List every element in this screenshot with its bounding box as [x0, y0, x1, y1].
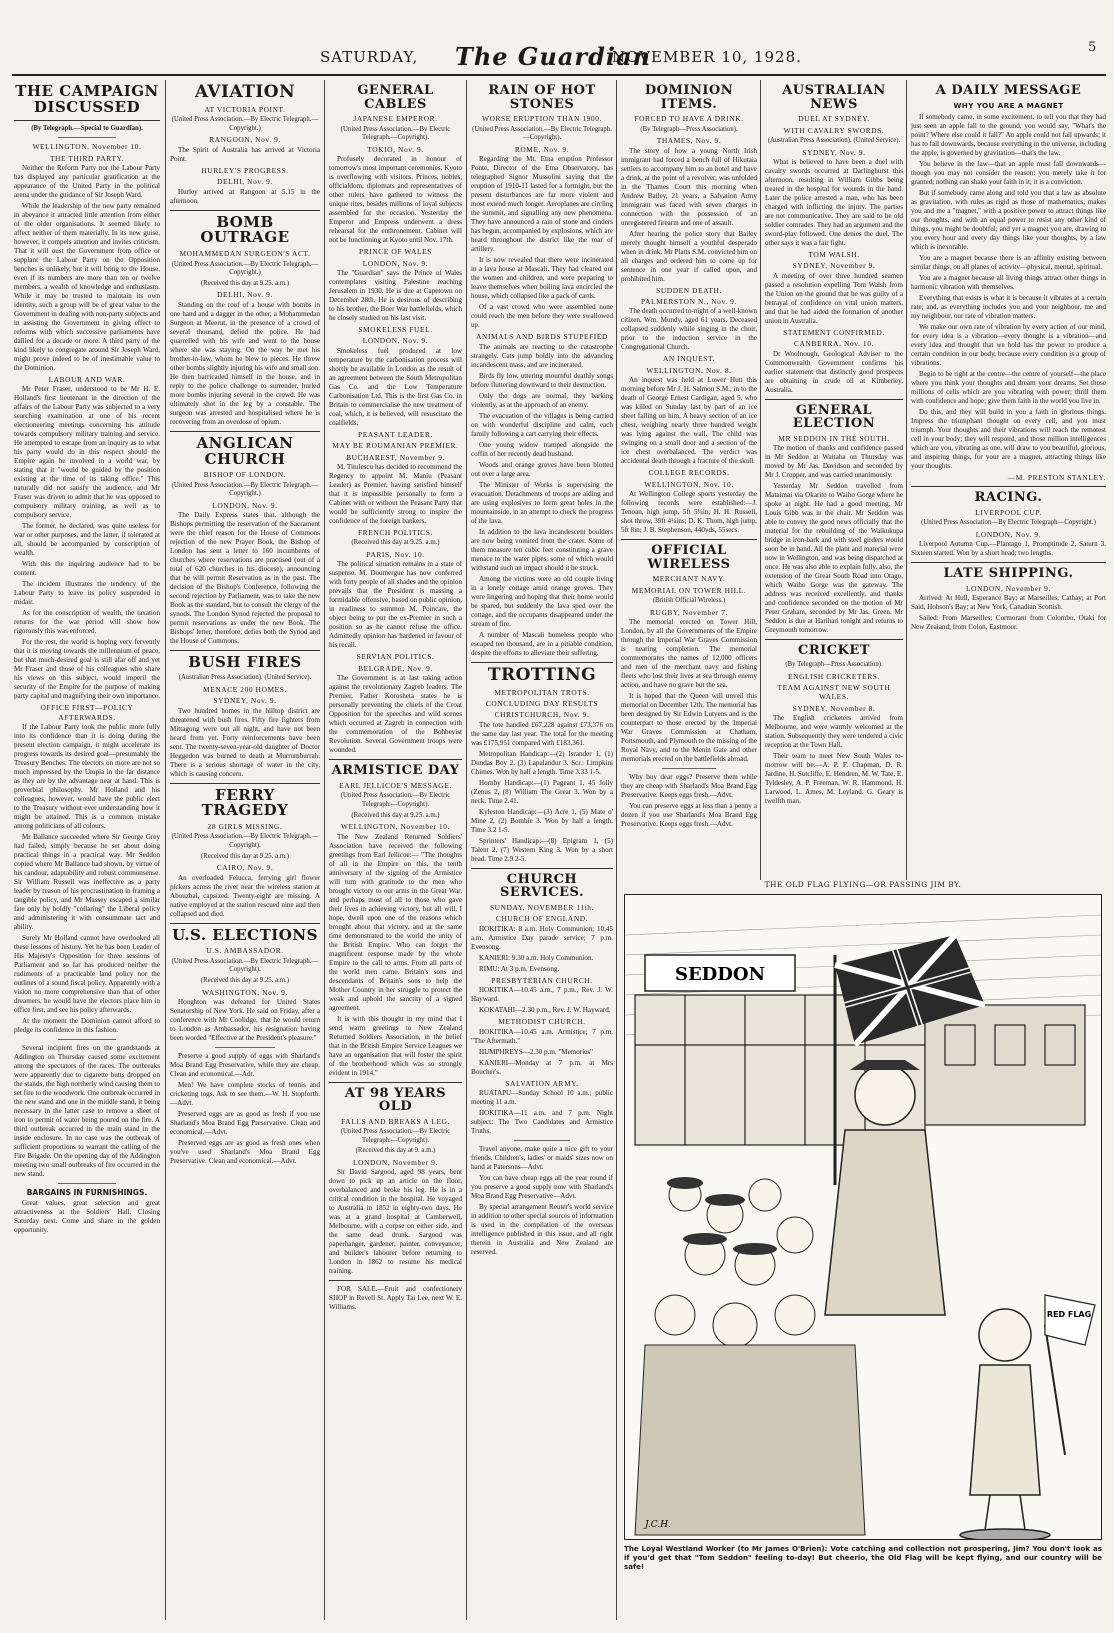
paragraph: Dr Woolnough, Geological Adviser to the Commonwealth Government confirms his earlier statement that distinctly good prospects are obtaining in crude oil at Kimberley, Australia.	[765, 349, 903, 394]
subheading: MERCHANT NAVY.	[652, 574, 726, 584]
paragraph: The incident illustrates the tendency of the Labour Party to leave its policy suspended in midair.	[14, 580, 160, 607]
paragraph: Profusely decorated in honour of tomorrow's most important ceremonies, Kyoto is overflowing with visitors. Princes, nobles, officialdom, diplomats and representatives of other rulers have gathered to witness the unique rites, besides millions of loyal subjects assembled for the occasion. Yesterday the Emperor and Empress underwent a dress rehearsal for the enthronement. Cabinet will not be functioning at Kyoto until Nov. 17th.	[329, 155, 462, 245]
rule	[329, 1280, 462, 1281]
rule	[170, 431, 320, 432]
credit: (By Telegraph—Press Association).	[785, 660, 883, 668]
subheading: FRENCH POLITICS.	[358, 528, 433, 538]
dateline: SYDNEY, Nov. 9.	[213, 696, 277, 706]
paragraph: Among the victims were an old couple living in a lonely cottage amid orange groves. They were lingering and hoping that their home would be spared, but suddenly the lava sped over the cottage, and the occupants disappeared under the stream of fire.	[471, 574, 613, 628]
column-campaign	[14, 80, 160, 1625]
paragraph: Everything that exists is what it is because it vibrates at a certain rate; and, as everything includes you and your neighbour, me and my neighbour, our rate of vibration matters.	[911, 293, 1106, 320]
column-divider	[165, 80, 166, 1620]
paragraph: It is now revealed that there were incinerated in a lava house at Mascali. They had cleared out the women and children, and were preparing to leave themselves when boiling lava encircled the house, which collapsed like a pack of cards.	[471, 256, 613, 301]
paragraph: Arrived: At Hull, Esperance Bay; at Marseilles, Cathay; at Port Said, Hobson's Bay; at New York, Canadian Scottish.	[911, 594, 1106, 612]
author: —M. PRESTON STANLEY.	[1007, 472, 1106, 482]
subheading: TEAM AGAINST NEW SOUTH WALES.	[777, 682, 891, 702]
dateline: PALMERSTON N., Nov. 9.	[641, 297, 737, 307]
paragraph: You are a magnet because all living things attract other things in harmonic vibration with themselves.	[911, 273, 1106, 291]
dateline: BUCHAREST, November 9.	[346, 452, 445, 462]
credit: (Australian Press Association). (United Service).	[178, 674, 312, 682]
paragraph: Surely Mr Holland cannot have overlooked all these lessons of history. Yet he has been Leader of His Majesty's Opposition for three sessions of Parliament and so far has produced neither the rudiments of a practicable land policy nor the outlines of a sound fiscal policy. Apparently with a vision no more comprehensive than that of other dreamers, he would have the electors place him in office first, and see his policy afterwards.	[14, 934, 160, 1015]
paragraph: Sir David Sargood, aged 98 years, bent down to pick up an article on the floor, overbalanced and broke his leg. He is in a critical condition in the hospital. He voyaged to Australia in 1852 in eighty-two days. He was at a grand hospital at Camberwell, Melbourne, with a corpse on either side, and the same dead drunk. Sargood was paperhanger, gardener, painter, conveyancer, and builder's labourer before returning to London in 1862 to resume his medical training.	[329, 1168, 462, 1276]
paragraph: You believe in the law—that an apple must fall downwards—though you may not consider the reason; you merely take it for granted; nothing can shake your faith in it; it is a conviction.	[911, 159, 1106, 186]
headline-98-years: AT 98 YEARS OLD	[344, 1085, 447, 1115]
rule	[58, 1183, 116, 1184]
credit: (United Press Association.—By Electric Telegraph.—Copyright).	[340, 125, 451, 142]
headline-bushfires: BUSH FIRES	[188, 653, 302, 672]
subheading: PRESBYTERIAN CHURCH.	[491, 975, 593, 985]
paragraph: The evacuation of the villages is being carried on with wonderful discipline and calm, each family following a cart carrying their effects.	[471, 411, 613, 438]
paragraph: The Spirit of Australia has arrived at Victoria Point.	[170, 145, 320, 163]
paragraph: Their team to meet New South Wales to-morrow will be:—A. P. F. Chapman, D. R. Jardine, H. Sutcliffe, E. Hendren, M. W. Tate, E. Tyldesley, A. P. Freeman, W. R. Hammond, H. Larwood, L. Ames, M. Leyland. G. Geary is twelfth man.	[765, 752, 903, 806]
advert-text: You can have cheap eggs all the year round if you preserve a good supply now with Sharland's Moa Brand Egg Preservative—Advt.	[471, 1173, 613, 1200]
dateline: DELHI, Nov. 9.	[217, 290, 273, 300]
paragraph: While the leadership of the new party remained in abeyance it attracted little attention from either of the older organisations. It seemed likely to affect neither of them materially. In its new guise, however, it compels attention and invites criticism. That it will oust the Government from office or supplant the Labour Party on the Opposition benches is unlikely, but it will bring to the House, even if its numbers are more than ten or twelve members, a wealth of knowledge and enthusiasm. While it may be trusted to maintain its own identity, such a group will be of great value to the Government in dealing with non-party subjects and in assisting the Government in giving effect to reforms with which successive parliaments have dallied for a decade or more. A third party of the kind likely to congregate around Sir Joseph Ward, might prove indeed to be of inestimable value to the Dominion.	[14, 201, 160, 372]
dateline: WELLINGTON, November 10.	[32, 142, 142, 152]
notice-text: By special arrangement Reuter's world service in addition to other special sources of information is used in the compilation of the overseas intelligence published in this issue, and all right therein in Australia and New Zealand are reserved.	[471, 1202, 613, 1256]
dateline: LONDON, Nov. 9.	[362, 336, 429, 346]
headline-cricket: CRICKET	[798, 643, 870, 659]
cartoon-drawing	[625, 895, 1101, 1539]
subheading: AT VICTORIA POINT.	[204, 104, 286, 114]
subheading: SMOKELESS FUEL.	[358, 325, 433, 335]
paragraph: We make our own rate of vibration by every action of our mind, for every idea is a vibration—every thought is a vibration—and every idea and thought that we hold has the power to produce a certain condition in our body, because every condition is a group of vibrations.	[911, 322, 1106, 367]
rule	[58, 1039, 116, 1040]
paragraph: Mr Peter Fraser, understood to be Mr H. E. Holland's first lieutenant in the direction of the affairs of the Labour Party was subjected to a very searching examination at one of his recent electioneering meetings concerning his attitude towards compulsory military training and service. He attempted to escape from an inquiry as to what his party would do in this respect should the Empire again be involved in a world war, by stating that it "would be guided by the position existing at the time of its taking office." This naturally did not satisfy the audience, and Mr Fraser was driven to admit that he was opposed to compulsory military training, as well as to compulsory service.	[14, 385, 160, 520]
headline-cables: GENERAL CABLES	[357, 83, 434, 112]
dateline: SYDNEY, Nov. 9.	[802, 147, 866, 157]
paragraph: HOKITIKA: 8 a.m. Holy Communion; 10.45 a.m. Armistice Day parade service; 7 p.m. Evensong.	[471, 924, 613, 951]
received-note: (Received this day at 9.25. a.m.)	[200, 279, 290, 287]
paragraph: The former, he declared, was quite useless for war or other purposes, and the latter, if tolerated at all, should be accompanied by conscription of wealth.	[14, 522, 160, 558]
headline-us-elections: U.S. ELECTIONS	[172, 925, 318, 944]
dateline: SYDNEY, November 9.	[792, 261, 876, 271]
rule	[514, 1140, 571, 1141]
received-note: (Received this day at 9.25. a.m.)	[351, 539, 440, 547]
received-note: (Received this day at 9.25. a.m.)	[351, 811, 440, 819]
advert-text: Men! We have complete stocks of tennis and cricketing togs. Ask to see them.—W. H. Stopforth.—Advt.	[170, 1081, 320, 1108]
paragraph: With this the inquiring audience had to be content.	[14, 560, 160, 578]
dateline: LONDON, Nov. 9.	[975, 529, 1042, 539]
subheading: SUNDAY, NOVEMBER 11th.	[489, 903, 595, 912]
subheading: STATEMENT CONFIRMED.	[783, 327, 885, 337]
rule	[329, 759, 462, 760]
subheading: MOHAMMEDAN SURGEON'S ACT.	[179, 249, 311, 259]
dateline: WELLINGTON, Nov. 10.	[644, 479, 734, 489]
paragraph: Smokeless fuel produced at low temperature by the carbonisation process will shortly be available in London as the result of an agreement between the South Metropolitan Gas Co. and the Low Temperature Carbonisation Ltd. This is the first Gas Co. in Britain to commercialise the new treatment of coal, which, it is believed, will resuscitate the coalfields.	[329, 346, 462, 427]
rule	[911, 486, 1106, 487]
subheading: BISHOP OF LONDON.	[203, 470, 287, 480]
subheading: METROPOLITAN TROTS.	[494, 687, 590, 697]
headline-hot-stones: RAIN OF HOT STONES	[488, 83, 596, 112]
dateline: PARIS, Nov. 10.	[366, 550, 425, 560]
paragraph: Liverpool Autumn Cup.—Plantago 1, Promptitude 2, Saturn 3. Sixteen started. Won by a short head; two lengths.	[911, 540, 1106, 558]
headline-trotting: TROTTING	[487, 664, 597, 685]
subheading: JAPANESE EMPEROR.	[353, 114, 438, 124]
credit: (By Telegraph—Press Association).	[640, 125, 738, 133]
headline-anglican: ANGLICAN CHURCH	[196, 433, 294, 468]
paragraph: KOKATAHI—2.30 p.m., Rev. J. W. Hayward.	[479, 1006, 611, 1015]
paragraph: HOKITIKA—11 a.m. and 7 p.m. Night subject: The Two Candidates and Armistice Truths.	[471, 1108, 613, 1135]
paragraph: An inquest was held at Lower Hutt this morning before Mr J. H. Salmon S.M., in to the death of George Ernest Cardigan, aged 5, who was killed on Sunday last by part of an ice sheet falling on him. A heavy section of an ice chest, weighing nearly three hundred weight was lying against the wall. The child was swinging on a small door and a section of the ice chest overbalanced. The verdict was accidental death through a fracture of the skull.	[621, 376, 757, 466]
subheading: METHODIST CHURCH.	[498, 1017, 586, 1027]
paragraph: Sprinters' Handicap:—(8) Epigram 1, (5) Talent 2, (7) Western King 3. Won by a short head. Time 2.9 2-5.	[471, 836, 613, 863]
masthead	[0, 0, 1114, 78]
paragraph: Houghton was defeated for United States Senatorship of New York. He said on Friday, after a conference with Mr Coolidge, that he would return to London as Ambassador, his resignation having been worded "Effective at the President's pleasure."	[170, 998, 320, 1043]
paragraph: The Government is at last taking action against the revolutionary Zagreb leaders. The Premier, Father Korosheta states he is personally preventing the chiefs of the Croat Opposition for the speeches and wild scenes which occurred at Zagreb in connection with the commemoration of the Bohbevist Revolution. Several Government troops were wounded.	[329, 674, 462, 755]
column-dominion	[621, 80, 757, 875]
rule	[58, 137, 116, 138]
paragraph: HOKITIKA—10.45 a.m., 7 p.m., Rev. J. W. Hayward.	[471, 986, 613, 1004]
subheading: CHURCH OF ENGLAND.	[495, 914, 589, 924]
dateline: CHRISTCHURCH, Nov. 9.	[494, 710, 590, 720]
paragraph: Two hundred homes in the hilltop district are threatened with bush fires. Fifty fire fighters from Mittagong were out all night, and have not been heard from yet. Forty reinforcements have been sent. The twenty-seven-year-old daughter of Doctor Heggedon was burned to death at Murrumburrah. There is a serious shortage of water in the city, which is causing concern.	[170, 706, 320, 778]
paragraph: The tote handled £67,228 against £73,376 on the same day last year. The total for the meeting was £175,951 compared with £183,361.	[471, 720, 613, 747]
paragraph: The story of how a young North Irish immigrant had forced a bench full of Hikutaia settlers to accompany him to an hotel and have a drink, at the point of a revolver, was unfolded in the Thames Court this morning when Andrew Bailey, 21 years, a Salvation Army immigrant was faced with seven charges in connection with the possession of an unregistered firearm and one of assault.	[621, 146, 757, 227]
subheading: HURLEY'S PROGRESS.	[201, 165, 289, 175]
paragraph: The political situation remains in a state of suspense. M. Doumergue has now conferred with forty people of all shades and the opinion prevails that the President is massing a formidable offensive, based on public opinion, in readiness to summon M. Poincare, the object being to put the ex-Premier in such a position so as he cannot refuse the office. Admittedly opinion has hardened in favour of his recall.	[329, 560, 462, 650]
cartoon-caption: The Loyal Westland Worker (to Mr James O'Brien): Vote catching and collection not prospering, Jim? You don't look as if you'd get that "Tom Seddon" feeling to-day! But cheerio, the Old Flag will be kept flying, and our country will be safe!	[624, 1544, 1102, 1572]
subheading: WORSE ERUPTION THAN 1900.	[482, 114, 602, 124]
dateline: RANGOON, Nov. 9.	[209, 135, 281, 145]
newspaper-title: The Guardian	[455, 42, 651, 71]
paragraph: The animals are reacting to the catastrophe strangely. Cats jump boldly into the advancing incandescent mass, and are incinerated.	[471, 342, 613, 369]
column-divider	[760, 80, 761, 880]
credit: (United Press Association.—By Electric Telegraph.—Copyright).	[340, 1128, 451, 1144]
dateline: TOKIO, Nov. 9.	[367, 144, 424, 154]
rule	[170, 210, 320, 211]
paragraph: Of a vast crowd who were assembled none could reach the men before they were swallowed up.	[471, 303, 613, 330]
advert-text: Great values, great selection and great attractiveness at the Soldiers' Hall. Closing Saturday next. Come and share in the golden opportunity.	[14, 1198, 160, 1234]
credit: (United Press Association—By Electric Telegraph—Copyright.)	[921, 519, 1096, 527]
advert-text: Preserved eggs are as good as fresh if you use Sharland's Moa Brand Egg Preservative. Clean and economical.—Advt.	[170, 1110, 320, 1137]
paragraph: If the Labour Party took the public more fully into its confidence than it is doing during the present election campaign, it might accelerate its progress towards its desired goal—presumably the Treasury Benches. The electors on more are not so much impressed by the Utopia in the far distance as they are by the advantage near at hand. This is proverbial philosophy. Mr Holland and his colleagues, however, would have the public elect to the Treasury without ever understanding how it might be attained. This is a common mistake among politicians of all colours.	[14, 723, 160, 831]
paragraph: Woods and orange groves have been blotted out over a large area.	[471, 460, 613, 478]
rule	[215, 1047, 275, 1048]
subheading: MAY BE ROUMANIAN PREMIER.	[332, 441, 459, 451]
paragraph: A number of Mascali homeless people who escaped ten thousand, are in a pitiable condition, despite the efforts to alleviate their suffering.	[471, 630, 613, 657]
paragraph: The Daily Express states that, although the Bishops permitting the reservation of the Sacrament were the chief reason for the House of Commons rejection of the new Prayer Book, the Bishop of London has sent a letter to 160 incumbents of churches where reservations are practised (out of a total of 620 churches in his diocese), announcing that he will permit Reservation as in the past. The decision of the Bishop's Conference, following the second rejection by Parliament, was to take the new Book as the standard, but to consult the clergy of the synods. The London Synod rejected the proposal to permit reservations as under the new Book. The Bishops' letter, therefore, defies both the Synod and the House of Commons.	[170, 511, 320, 646]
paragraph: Begin to be right at the centre—the centre of yourself—the place where you think your thoughts and dream your dreams. Set those millions of cells which are you vibrating with power; thrill them with confidence and hope; give them faith in the world you live in.	[911, 369, 1106, 405]
subheading: LABOUR AND WAR.	[48, 374, 126, 384]
dateline: SYDNEY, November 8.	[792, 703, 876, 713]
paragraph: Birds fly low, uttering mournful deathly songs before fluttering downward to their destruction.	[471, 371, 613, 389]
masthead-day: SATURDAY,	[320, 48, 419, 66]
headline-shipping: LATE SHIPPING.	[943, 566, 1074, 582]
headline-campaign: THE CAMPAIGN DISCUSSED	[15, 82, 159, 116]
cartoon	[620, 880, 1106, 1610]
subheading: SERVIAN POLITICS.	[356, 652, 435, 662]
subheading: PEASANT LEADER.	[358, 429, 433, 439]
subheading: AN INQUEST.	[662, 354, 716, 364]
paragraph: For the rest, the world is hoping very fervently that it is moving towards the millennium of peace, but that much-desired goal is still afar off and yet Mr Fraser and those of his colleagues who share his views on this subject, would imperil the security of the Empire for the purpose of making party capital and magnifying their own importance.	[14, 638, 160, 701]
credit: (United Press Association.—By Electric Telegraph.—Copyright.)	[171, 481, 319, 498]
paragraph: Metropolitan Handicap:—(2) Isrander 1, (1) Dundas Boy 2, (3) Lapalandur 3. Scr.: Limpkini Chimes. Won by half a length. Time 3.33 1-5.	[471, 749, 613, 776]
subheading: PRINCE OF WALES	[359, 247, 432, 257]
dateline: ROME, Nov. 9.	[514, 144, 570, 154]
dateline: DELHI, Nov. 9.	[217, 177, 273, 187]
paragraph: An overloaded Felucca, ferrying girl flower pickers across the river near the wireless station at Abouzbal, capsized. Twenty-eight are missing. A native employed at the station rescued nine and then collapsed and died.	[170, 873, 320, 918]
paragraph: HOKITIKA—10.45 a.m. Armistice; 7 p.m. "The Aftermath."	[471, 1027, 613, 1045]
paragraph: At Wellington College sports yesterday the following records were established:—J. Tenoan, high jump, 5ft 5¼in; H. H. Russell, shot throw, 39ft 4¼ins; D. K. Thom, high jump, 5ft 8in; J. B. Stephenson, 440yds, 55secs.	[621, 490, 757, 535]
subheading: THE THIRD PARTY.	[49, 153, 125, 163]
paragraph: KANIERI: 9.30 a.m. Holy Communion.	[479, 953, 594, 962]
subheading: FALLS AND BREAKS A LEG.	[341, 1116, 450, 1126]
dateline: BELGRADE, Nov. 9.	[358, 663, 433, 673]
subheading: ANIMALS AND BIRDS STUPEFIED	[476, 332, 608, 342]
red-flag	[1045, 1295, 1095, 1345]
paragraph: Standing on the roof of a house with bombs in one hand and a dagger in the other, a Mohammedan Surgeon at Meerut, in the presence of a crowd of several thousand, defied the police. He had quarrelled with his wife and went to the house where she was staying. On the way he met his brother-in-law, whom he blew to pieces. He threw other bombs slightly injuring his wife and small son. He then barricaded himself in the house, and in reply to the police challenge to surrender, hurled more bombs injuring several in the crowd. He was ultimately shot in the leg by a constable. The surgeon was arrested and hospitalised where he is recovering from an overdose of opium.	[170, 300, 320, 426]
rule	[170, 650, 320, 651]
paragraph: Only the dogs are normal, they barking violently, as at the approach of an enemy.	[471, 391, 613, 409]
subheading: SUDDEN DEATH.	[656, 285, 722, 295]
advert-text: FOR SALE.—Fruit and confectionery SHOP in Revell St. Apply Tai Lee, next W. E. Williams.	[329, 1285, 462, 1312]
paragraph: HUMPHREYS—2.30 p.m. "Memories"	[479, 1047, 593, 1056]
dateline: WASHINGTON, Nov. 9.	[202, 987, 288, 997]
paragraph: The memorial erected on Tower Hill, London, by all the Governments of the Empire through the Imperial War Graves Commission is nearing completion. The memorial commemorates the names of 12,000 officers and men of the merchant navy and fishing fleets who lost their lives at sea through enemy action, and have no grave but the sea.	[621, 618, 757, 690]
dateline: THAMES, Nov. 9.	[656, 136, 722, 146]
rule	[662, 768, 716, 769]
page-number: 5	[1088, 40, 1097, 55]
paragraph: The motion of thanks and confidence passed in Mr Seddon at Waitaha on Thursday was moved by Mr Jas. Davidson and seconded by Mr J. Cropper, and was carried unanimously.	[765, 444, 903, 480]
headline-election: GENERAL ELECTION	[792, 402, 876, 432]
subheading: MR SEDDON IN THE SOUTH.	[778, 433, 890, 443]
paragraph: KANIERI—Monday at 7 p.m. at Mrs Boucher's.	[471, 1058, 613, 1076]
dateline: LONDON, November 9.	[966, 583, 1051, 593]
headline-armistice: ARMISTICE DAY	[331, 763, 460, 779]
credit: (United Press Association.—By Electric Telegraph.—Copyright).	[472, 125, 612, 142]
subheading: U.S. AMBASSADOR.	[206, 946, 284, 956]
paragraph: What is believed to have been a duel with cavalry swords occurred at Darlinghurst this afternoon, resulting in William Gibbs being treated in the hospital for wounds in the hand. Later the police arrested a man, who has been charged with inflicting the injury. The parties are not communicative. They are said to be old soldier comrades. They had an argument and the sword-play followed. One denies the duel. The other says it was a fair fight.	[765, 158, 903, 248]
received-note: (Received this day at 9.25. a.m.)	[200, 852, 290, 860]
received-note: (Received this day at 9.25. a.m.)	[200, 977, 290, 985]
received-note: (Received this day at 9. a.m.)	[355, 1147, 436, 1155]
paragraph: You are a magnet because there is an affinity existing between similar things, on all planes of activity—physical, mental, spiritual.	[911, 253, 1106, 271]
column-cables	[329, 80, 462, 1625]
dateline: LONDON, November 9.	[353, 1158, 438, 1168]
paragraph: The "Guardian" says the Prince of Wales contemplates visiting Palestine reaching Jerusalem in 1930. He is due at Capetown on December 28th. He is desirous of describing to his brother, the Boer War battlefields, which he closely studied on his last visit.	[329, 269, 462, 323]
paragraph: Do this, and they will build in you a faith in glorious things. Impress the triumphant thought on every cell, and you must triumph. Your thoughts and their vibrations will reach the remotest cell in your body; they will respond, and those million intelligences which are you, vibrating as one, will draw to you beautiful, glorious, and inspiring things, for your are a magnet, attracting things like your thoughts.	[911, 407, 1106, 470]
advert-text: Travel anyone, make quite a nice gift to your friends. Children's, ladies' or maids' sizes now on hand at Patersons—Advt.	[471, 1144, 613, 1171]
credit: (By Telegraph.—Special to Guardian).	[31, 124, 143, 132]
rule	[471, 662, 613, 663]
subheading: ENGLISH CRICKETERS.	[788, 671, 880, 681]
headline-dominion: DOMINION ITEMS.	[644, 83, 734, 112]
paragraph: It is with this thought in my mind that I send warm greetings to New Zealand Returned Soldiers Association, in the belief that in the British Empire Service Leagues we have an organisation that will foster the spirit of the brotherhood which was so strongly evident in 1914."	[329, 1014, 462, 1077]
column-australian	[765, 80, 903, 875]
cartoon-title: THE OLD FLAG FLYING—OR PASSING JIM BY.	[764, 880, 962, 889]
headline-daily-message: A DAILY MESSAGE	[935, 83, 1082, 98]
subheading: CONCLUDING DAY RESULTS	[485, 698, 599, 708]
rule	[621, 539, 757, 540]
subheading: EARL JELLICOE'S MESSAGE.	[339, 780, 452, 790]
subheading: DUEL AT SYDNEY.	[798, 114, 870, 124]
rule	[765, 399, 903, 400]
column-daily-message	[911, 80, 1106, 875]
paragraph: The Minister of Works is supervising the evacuation. Detachments of troops are aiding and are using explosives to form great holes in the mountainside, in an attempt to check the progress of the lava.	[471, 480, 613, 525]
credit: (United Press Association.—By Electric Telegraph.—Copyright).	[171, 957, 319, 974]
paragraph: It is hoped that the Queen will unveil this memorial on December 12th. The memorial has been designed by Sir Edwin Lutyens and is the counterpart to those erected by the Imperial War Graves Commission at Chatham, Portsmouth, and Plymouth to the missing of the Royal Navy, and to the Menin Gate and other memorials erected on the battlefields abroad.	[621, 692, 757, 764]
paragraph: Regarding the Mt. Etna eruption Professor Ponte, Director of the Etna Observatory, has telegraphed Signor Mussolini saying that the eruption of 1910-11 lasted for a fortnight, but the present disturbances are far more violent and most extend much longer. Aeroplanes are circling the summit, and signalling any new phenomena. They have announced a rain of stone and cinders has begun, accompanied by explosions, which are heard throughout the district like the roar of artillery.	[471, 155, 613, 254]
advert-text: You can preserve eggs at less than a penny a dozen if you use Sharland's Moa Brand Egg Preservative. Keeps eggs fresh.—Advt.	[621, 802, 757, 829]
advert-text: Preserve a good supply of eggs with Sharland's Moa Brand Egg Preservative, while they are cheap. Clean and economical.—Adt.	[170, 1052, 320, 1079]
subheading: COLLEGE RECORDS.	[648, 468, 730, 478]
masthead-date: NOVEMBER 10, 1928.	[612, 48, 802, 66]
headline-racing: RACING.	[974, 490, 1043, 506]
paragraph: Yesterday Mr Seddon travelled from Mataimai via Okarito to Waiho Gorge where he spoke at night. He had a good meeting. Mr Louis Gibb was in the chair. Mr Seddon was able to convey the good news officially that the material for the rebuilding of the Waikukupa bridge in iron-bark and with steel girders would soon be in hand. All the plant and material were now in Wellington, and was being dispatched at once. He was also able to explain fully, also, the extension of the Great South Road into Otago, which Waiho Gorge was the gateway. The address was received excellently, and thanks and confidence seconded on the motion of Mr Peter Graham, seconded by Mr Jas. Green. Mr Seddon is due at Harihari tonight and returns to Greymouth tomorrow.	[765, 482, 903, 635]
dateline: CANBERRA, Nov. 10.	[794, 339, 874, 349]
artist-signature: J.C.H.	[645, 1520, 671, 1530]
dateline: RUGBY, November 7.	[650, 607, 728, 617]
column-divider	[616, 80, 617, 1620]
column-divider	[324, 80, 325, 1620]
paragraph: One young widow tramped alongside the coffin of her recently dead husband.	[471, 440, 613, 458]
column-divider	[906, 80, 907, 880]
paragraph: The New Zealand Returned Soldiers' Association have received the following greetings from Earl Jellicoe:— "The thoughts of all in the Empire on this, the tenth anniversary of the signing of the Armistice will turn with gratitude to the men who brought victory to our arms in the Great War, and perhaps most of all to those who gave their lives in achieving victory, but all will, I hope, dwell upon one of the reasons which brought about that victory, and at the same time demonstrated to the world the unity of the British Empire. Who can forget the magnificent response made by the whole Empire to the call to arms. From all parts of the world men came. Britain's sons and descendants of Britain's sons to help the Mother Country in her struggle to protect the weak and uphold the sanctity of a signed agreement.	[329, 832, 462, 1012]
paragraph: RIMU: At 3 p.m. Evensong.	[479, 964, 560, 973]
paragraph: Neither the Reform Party nor the Labour Party has displayed any particular gratification at the appearance of the United Party in the political arena under the guidance of Sir Joseph Ward.	[14, 163, 160, 199]
paragraph: RUATAPU—Sunday School 10 a.m.; public meeting 11 a.m.	[471, 1088, 613, 1106]
dateline: LONDON, Nov. 9.	[362, 258, 429, 268]
credit: (United Press Association.—By Electric Telegraph.—Copyright).	[171, 833, 319, 850]
train-board-label: SEDDON	[674, 964, 766, 985]
advert-text: Why buy dear eggs? Preserve them while they are cheap with Sharland's Moa Brand Egg Preservative. Keeps eggs fresh.—Advt.	[621, 773, 757, 800]
subheading: WHY YOU ARE A MAGNET	[953, 100, 1064, 110]
credit: (United Press Association.—By Electric Telegraph.—Copyright).	[340, 792, 451, 808]
dateline: WELLINGTON, November 10.	[340, 822, 451, 832]
paragraph: Kyleston Handicap:—(3) Acre 1, (5) Mate o' Mine 2, (2) Bombie 3. Won by half a length. Time 3.2 1-5.	[471, 807, 613, 834]
cartoon-illustration	[624, 894, 1102, 1540]
headline-australian: AUSTRALIAN NEWS	[782, 83, 886, 112]
paragraph: A meeting of over three hundred seamen passed a resolution expelling Tom Walsh from the Union on the ground that he was guilty of a betrayal of confidence on vital union matters, and that he had aided the formation of another union in Australia.	[765, 271, 903, 325]
paragraph: Several incipient fires on the grandstands at Addington on Thursday caused some excitement among the spectators of the races. The outbreaks were apparently due to cigarette butts dropped on the stands, the high northerly wind causing them to set fire to the woodwork. One outbreak occurred in the new stand and one in the middle stand, it being necessary in the latter case to remove a sheet of iron to permit of water being poured on the fire. A third outbreak occurred in the main stand in the inside enclosure. In no case was the outbreak of sufficient proportions to warrant the calling of the Fire Brigade. On the opening day of the Addington meeting two small outbreaks of fire occurred in the new stand.	[14, 1044, 160, 1179]
dateline: LONDON, Nov. 9.	[212, 500, 278, 510]
subheading: FORCED TO HAVE A DRINK.	[634, 114, 744, 124]
dateline: CAIRO, Nov. 9.	[216, 863, 274, 873]
paragraph: If somebody came, in some excitement, to tell you that they had just seen an apple fall to the ground, you would say, "What's the point? Where else could it fall?" An apple could not fall upwards; it has to fall downwards, because everything in the universe, including the apple, is governed by gravitation—that's the law.	[911, 112, 1106, 157]
rule	[170, 923, 320, 924]
paragraph: After hearing the police story that Bailey merely thought himself a youthful desperado when in drink, Mr Platts S.M. convicted him on all charges and ordered him to come up for sentence in one year if called upon, and prohibited him.	[621, 229, 757, 283]
subheading: MENACE 200 HOMES.	[203, 684, 287, 694]
paragraph: The death occurred to-night of a well-known citizen, Wm. Mundy, aged 61 years. Deceased collapsed suddenly while singing in the choir, prior to the induction service in the Congregational Church.	[621, 307, 757, 352]
rule	[471, 868, 613, 869]
headline-ferry: FERRY TRAGEDY	[201, 785, 289, 820]
credit: (British Official Wireless.)	[652, 597, 726, 605]
rule	[911, 562, 1106, 563]
advert-text: Preserved eggs are as good as fresh ones when you've used Sharland's Moa Brand Egg Preservative. Clean and economical.—Advt.	[170, 1139, 320, 1166]
rule	[329, 1082, 462, 1083]
column-aviation	[170, 80, 320, 1625]
rule	[765, 639, 903, 640]
paragraph: At the moment the Dominion cannot afford to pledge its confidence in this fashion.	[14, 1017, 160, 1035]
paragraph: The English cricketers arrived from Melbourne, and were warmly welcomed at the station. Subsequently they were tendered a civic reception at the Town Hall.	[765, 714, 903, 750]
paragraph: M. Titulescu has decided to recommend the Regency to appoint M. Maniu (Peasant Leader) as Premier, having satisfied himself that it is impossible personally to form a Cabinet with or without the Peasant Party that would be sufficiently strong to inspire the confidence of the foreign bankers.	[329, 463, 462, 526]
paragraph: Sailed: From Marseilles; Cormorant from Colombo, Otaki for New Zealand; from Colon, Eastmoor.	[911, 614, 1106, 632]
credit: (United Press Association.—By Electric Telegraph.—Copyright.)	[171, 260, 319, 277]
paragraph: But if somebody came along and told you that a law as absolute as gravitation, with rules as rigid as those of mathematics, makes you and me a "magnet," with a positive power to attract things like our thoughts, and with an equal power to resist any other kind of things, you might be doubtful; and yet a magnet you are, drawing to you every hour and every day things like your thoughts, by a law which is inexorable.	[911, 188, 1106, 251]
column-hot-stones	[471, 80, 613, 1625]
headline-aviation: AVIATION	[194, 82, 296, 102]
paragraph: As for the conscription of wealth, the taxation returns for the war period will show how rigorously this was enforced.	[14, 609, 160, 636]
subheading: OFFICE FIRST—POLICY AFTERWARDS.	[40, 703, 134, 722]
dateline: WELLINGTON, Nov. 8.	[646, 365, 732, 375]
subheading: MEMORIAL ON TOWER HILL.	[631, 585, 747, 595]
headline-bomb: BOMB OUTRAGE	[200, 212, 290, 247]
rule	[14, 120, 160, 121]
headline-wireless: OFFICIAL WIRELESS	[647, 543, 731, 572]
paragraph: Mr Ballance succeeded where Sir George Grey had failed, simply because he set about doing practical things in a practical way. Mr Seddon copied where Mr Ballance had shown, by virtue of his candour, adaptability and robust commonsense. Sir William Russell was ineffective as a party leader by reason of his procrastination in framing a tangible policy, and Mr Massey escaped a similar fate only by boldly "collaring" the Liberal policy and administering it with consummate tact and ability.	[14, 833, 160, 932]
jim-figure	[960, 1309, 1050, 1539]
paragraph: Hurley arrived at Rangoon at 5.15 in the afternoon.	[170, 187, 320, 205]
masthead-rule	[12, 74, 1106, 76]
paragraph: In addition to the lava incandescent boulders are now being vomited from the crater. Some of them measure ten cubic feet constituting a grave menace to the water pipes, some of which would withstand such an impact should it be struck.	[471, 527, 613, 572]
subheading: WITH CAVALRY SWORDS.	[783, 125, 885, 135]
subheading: TOM WALSH.	[808, 250, 860, 260]
subheading: SALVATION ARMY.	[505, 1078, 579, 1088]
advert-heading: BARGAINS IN FURNISHINGS.	[26, 1188, 148, 1198]
credit: (United Press Association.—By Electric Telegraph.—Copyright.)	[171, 116, 319, 132]
subheading: 28 GIRLS MISSING.	[207, 822, 283, 831]
subheading: LIVERPOOL CUP.	[975, 507, 1042, 517]
paragraph: Hornby Handicap:—(1) Pageant 1, 45 Jolly (Zenus 2, (8) William The Great 3. Won by a neck. Time 2.41.	[471, 778, 613, 805]
red-flag-label: RED FLAG	[1046, 1310, 1092, 1319]
column-divider	[466, 80, 467, 1620]
headline-church: CHURCH SERVICES.	[499, 871, 584, 901]
credit: (Australian Press Association). (United Service).	[767, 137, 901, 145]
rule	[170, 783, 320, 784]
